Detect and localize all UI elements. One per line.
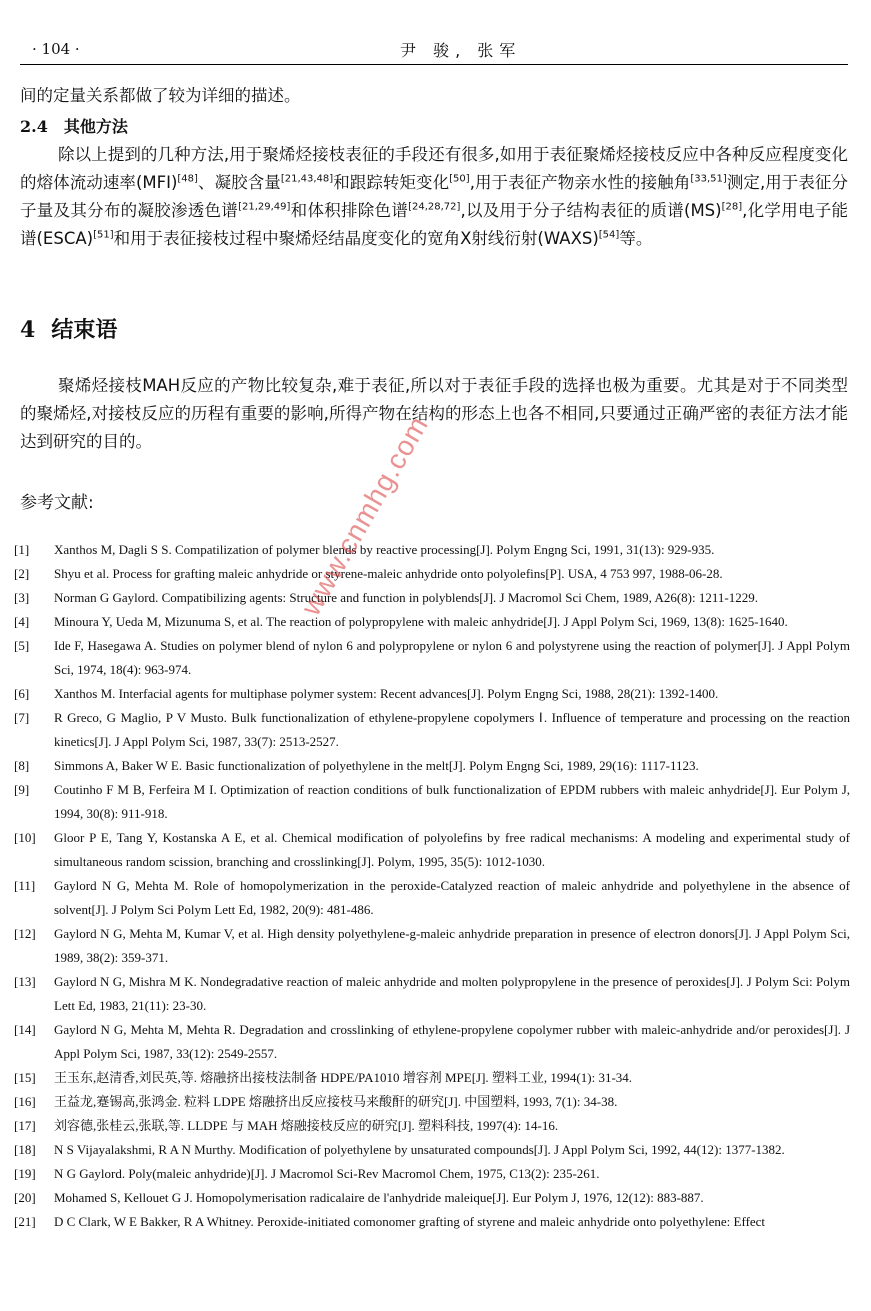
- reference-text: Gaylord N G, Mishra M K. Nondegradative reaction of maleic anhydride and molten polypropylene in the presence of peroxides[J]. J Polym Sci: Polym Lett Ed, 1983, 21(11): 23-30.: [54, 974, 850, 1013]
- reference-number: [11]: [14, 878, 36, 893]
- reference-text: Gloor P E, Tang Y, Kostanska A E, et al. Chemical modification of polyolefins by free radical mechanisms: A modeling and experimental study of simultaneous random scission, branching and crosslinking[J]. Polym, 1995, 35(5): 1012-1030.: [54, 830, 850, 869]
- reference-item: [14, 610, 850, 634]
- reference-text: 刘容德,张桂云,张联,等. LLDPE 与 MAH 熔融接枝反应的研究[J]. 塑料科技, 1997(4): 14-16.: [54, 1118, 559, 1133]
- reference-number: [16]: [14, 1094, 36, 1109]
- reference-item: [14, 1018, 850, 1066]
- reference-item: [14, 826, 850, 874]
- reference-text: Simmons A, Baker W E. Basic functionalization of polyethylene in the melt[J]. Polym Engng Sci, 1989, 29(16): 1117-1123.: [54, 758, 699, 773]
- reference-text: Coutinho F M B, Ferfeira M I. Optimization of reaction conditions of bulk functionalization of EPDM rubbers with maleic anhydride[J]. Eur Polym J, 1994, 30(8): 911-918.: [54, 782, 850, 821]
- reference-text: Minoura Y, Ueda M, Mizunuma S, et al. The reaction of polypropylene with maleic anhydride[J]. J Appl Polym Sci, 1969, 13(8): 1625-1640.: [54, 614, 788, 629]
- reference-item: [14, 1138, 850, 1162]
- reference-number: [7]: [14, 710, 30, 725]
- reference-number: [13]: [14, 974, 36, 989]
- citation: [54]: [598, 229, 620, 241]
- watermark: www.cnmhg.com: [295, 410, 435, 621]
- reference-text: 王玉东,赵清香,刘民英,等. 熔融挤出接枝法制备 HDPE/PA1010 增容剂 MPE[J]. 塑料工业, 1994(1): 31-34.: [54, 1070, 633, 1085]
- reference-item: [14, 562, 850, 586]
- section-number: 4: [20, 317, 36, 343]
- section-2-4-paragraph: 除以上提到的几种方法,用于聚烯烃接枝表征的手段还有很多,如用于表征聚烯烃接枝反应中各种反应程度变化的熔体流动速率(MFI)[48]、凝胶含量[21,43,48]和跟踪转矩变化[50],用于表征产物亲水性的接触角[33,51]测定,用于表征分子量及其分布的凝胶渗透色谱[21,29,49]和体积排除色谱[24,28,72],以及用于分子结构表征的质谱(MS)[28],化学用电子能谱(ESCA)[51]和用于表征接枝过程中聚烯烃结晶度变化的宽角X射线衍射(WAXS)[54]等。: [20, 145, 849, 248]
- reference-item: [14, 754, 850, 778]
- reference-text: D C Clark, W E Bakker, R A Whitney. Peroxide-initiated comonomer grafting of styrene and maleic anhydride onto polyethylene: Effect: [54, 1214, 766, 1229]
- reference-number: [2]: [14, 566, 30, 581]
- reference-item: [14, 682, 850, 706]
- citation: [24,28,72]: [408, 201, 461, 213]
- citation: [21,29,49]: [238, 201, 291, 213]
- section-title: 结束语: [51, 318, 118, 343]
- references-title: 参考文献:: [20, 493, 94, 513]
- reference-item: [14, 586, 850, 610]
- page-number: · 104 ·: [32, 40, 80, 58]
- page-header: [20, 38, 848, 65]
- reference-item: [14, 634, 850, 682]
- reference-text: Xanthos M, Dagli S S. Compatilization of polymer blends by reactive processing[J]. Polym Engng Sci, 1991, 31(13): 929-935.: [54, 542, 715, 557]
- reference-number: [17]: [14, 1118, 36, 1133]
- reference-list: [14, 538, 850, 1234]
- citation: [48]: [177, 173, 198, 185]
- citation: [28]: [721, 201, 743, 213]
- reference-text: R Greco, G Maglio, P V Musto. Bulk functionalization of ethylene-propylene copolymers Ⅰ. Influence of temperature and processing on the reaction kinetics[J]. J Appl Polym Sci, 1987, 33(7): 2513-2527.: [54, 710, 850, 749]
- reference-number: [12]: [14, 926, 36, 941]
- reference-item: [14, 1066, 850, 1090]
- reference-item: [14, 778, 850, 826]
- reference-text: Gaylord N G, Mehta M, Kumar V, et al. High density polyethylene-g-maleic anhydride preparation in presence of electron donors[J]. J Appl Polym Sci, 1989, 38(2): 359-371.: [54, 926, 850, 965]
- reference-number: [1]: [14, 542, 30, 557]
- reference-item: [14, 1090, 850, 1114]
- reference-item: [14, 1186, 850, 1210]
- section-4-paragraph: 聚烯烃接枝MAH反应的产物比较复杂,难于表征,所以对于表征手段的选择也极为重要。尤其是对于不同类型的聚烯烃,对接枝反应的历程有重要的影响,所得产物在结构的形态上也各不相同,只要通过正确严密的表征方法才能达到研究的目的。: [20, 376, 848, 451]
- citation: [51]: [93, 229, 114, 241]
- reference-text: N S Vijayalakshmi, R A N Murthy. Modification of polyethylene by unsaturated compounds[J]. J Appl Polym Sci, 1992, 44(12): 1377-1382.: [54, 1142, 785, 1157]
- reference-number: [21]: [14, 1214, 36, 1229]
- running-title: 尹 骏, 张军: [400, 41, 522, 60]
- reference-item: [14, 1162, 850, 1186]
- reference-item: [14, 1114, 850, 1138]
- section-number: 2.4: [20, 117, 48, 136]
- intro-line: 间的定量关系都做了较为详细的描述。: [20, 86, 301, 105]
- reference-number: [6]: [14, 686, 30, 701]
- section-title: 其他方法: [63, 117, 128, 136]
- reference-number: [10]: [14, 830, 36, 845]
- reference-item: [14, 874, 850, 922]
- reference-text: N G Gaylord. Poly(maleic anhydride)[J]. J Macromol Sci-Rev Macromol Chem, 1975, C13(2): 235-261.: [54, 1166, 600, 1181]
- reference-text: Gaylord N G, Mehta M, Mehta R. Degradation and crosslinking of ethylene-propylene copolymer rubber with maleic-anhydride and/or peroxides[J]. J Appl Polym Sci, 1987, 33(12): 2549-2557.: [54, 1022, 850, 1061]
- reference-number: [4]: [14, 614, 30, 629]
- reference-item: [14, 970, 850, 1018]
- reference-number: [3]: [14, 590, 30, 605]
- reference-text: Xanthos M. Interfacial agents for multiphase polymer system: Recent advances[J]. Polym Engng Sci, 1988, 28(21): 1392-1400.: [54, 686, 719, 701]
- section-2-4-heading: [20, 114, 128, 137]
- reference-text: Mohamed S, Kellouet G J. Homopolymerisation radicalaire de l'anhydride maleique[J]. Eur Polym J, 1976, 12(12): 883-887.: [54, 1190, 704, 1205]
- reference-number: [18]: [14, 1142, 36, 1157]
- reference-number: [20]: [14, 1190, 36, 1205]
- citation: [50]: [449, 173, 470, 185]
- reference-text: Gaylord N G, Mehta M. Role of homopolymerization in the peroxide-Catalyzed reaction of maleic anhydride and polyethylene in the absence of solvent[J]. J Polym Sci Polym Lett Ed, 1982, 20(9): 481-486.: [54, 878, 850, 917]
- reference-text: Ide F, Hasegawa A. Studies on polymer blend of nylon 6 and polypropylene or nylon 6 and polystyrene using the reaction of polymer[J]. J Appl Polym Sci, 1974, 18(4): 963-974.: [54, 638, 850, 677]
- reference-number: [9]: [14, 782, 30, 797]
- reference-item: [14, 1210, 850, 1234]
- reference-number: [15]: [14, 1070, 36, 1085]
- reference-text: Shyu et al. Process for grafting maleic anhydride or styrene-maleic anhydride onto polyolefins[P]. USA, 4 753 997, 1988-06-28.: [54, 566, 723, 581]
- reference-number: [19]: [14, 1166, 36, 1181]
- reference-number: [5]: [14, 638, 30, 653]
- reference-text: 王益龙,蹇锡高,张鸿金. 粒料 LDPE 熔融挤出反应接枝马来酸酐的研究[J]. 中国塑料, 1993, 7(1): 34-38.: [54, 1094, 618, 1109]
- reference-text: Norman G Gaylord. Compatibilizing agents: Structure and function in polyblends[J]. J Macromol Sci Chem, 1989, A26(8): 1211-1229.: [54, 590, 758, 605]
- citation: [21,43,48]: [280, 173, 334, 185]
- reference-item: [14, 922, 850, 970]
- citation: [33,51]: [690, 173, 727, 185]
- reference-item: [14, 538, 850, 562]
- reference-item: [14, 706, 850, 754]
- section-4-heading: [20, 313, 117, 344]
- reference-number: [8]: [14, 758, 30, 773]
- reference-number: [14]: [14, 1022, 36, 1037]
